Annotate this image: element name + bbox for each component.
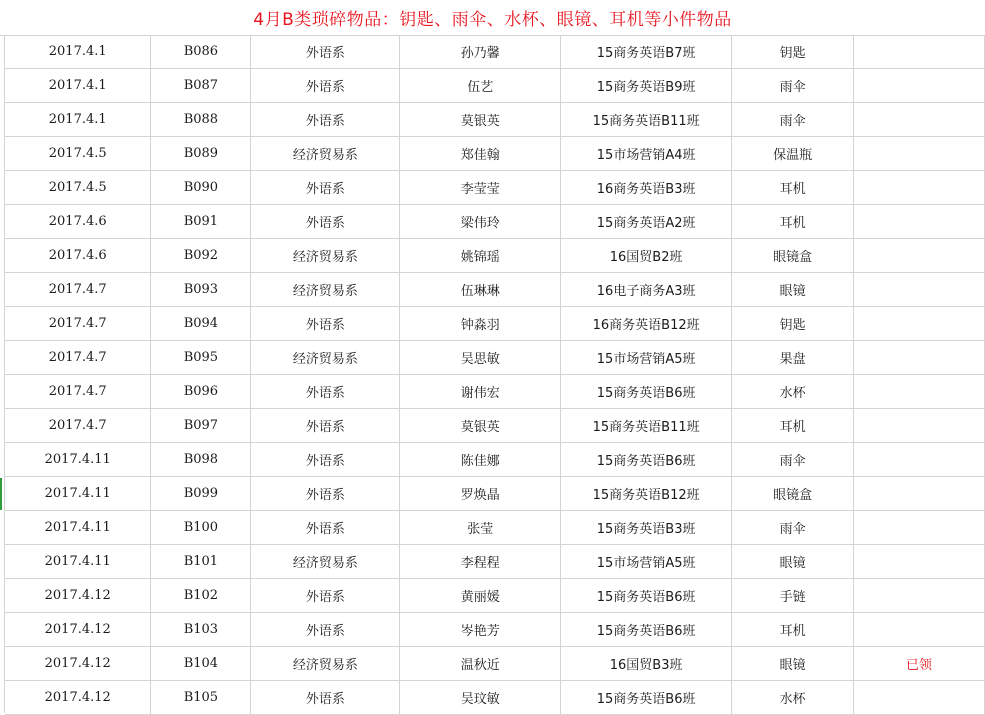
table-row[interactable]	[5, 409, 985, 443]
cell-name[interactable]: 罗焕晶	[400, 477, 561, 511]
cell-name[interactable]: 吴思敏	[400, 341, 561, 375]
table-row[interactable]	[5, 137, 985, 171]
cell-note[interactable]	[854, 477, 985, 511]
cell-class[interactable]: 15商务英语B3班	[561, 511, 732, 545]
cell-item[interactable]: 雨伞	[732, 511, 854, 545]
cell-name[interactable]: 黄丽媛	[400, 579, 561, 613]
cell-note[interactable]	[854, 681, 985, 715]
cell-note[interactable]	[854, 35, 985, 69]
cell-class[interactable]: 15市场营销A5班	[561, 545, 732, 579]
cell-department[interactable]: 外语系	[251, 477, 400, 511]
cell-note[interactable]	[854, 579, 985, 613]
cell-class[interactable]: 16商务英语B3班	[561, 171, 732, 205]
cell-department[interactable]: 外语系	[251, 681, 400, 715]
cell-date[interactable]: 2017.4.11	[5, 477, 151, 511]
cell-note[interactable]	[854, 307, 985, 341]
cell-item[interactable]: 眼镜	[732, 647, 854, 681]
cell-item[interactable]: 钥匙	[732, 307, 854, 341]
cell-date[interactable]: 2017.4.7	[5, 273, 151, 307]
cell-note[interactable]	[854, 511, 985, 545]
cell-class[interactable]: 15商务英语B11班	[561, 409, 732, 443]
cell-name[interactable]: 李莹莹	[400, 171, 561, 205]
cell-item[interactable]: 眼镜	[732, 545, 854, 579]
cell-note[interactable]	[854, 239, 985, 273]
cell-date[interactable]: 2017.4.12	[5, 681, 151, 715]
cell-note[interactable]	[854, 273, 985, 307]
cell-note[interactable]	[854, 137, 985, 171]
cell-code[interactable]: B096	[151, 375, 251, 409]
cell-name[interactable]: 伍艺	[400, 69, 561, 103]
cell-code[interactable]: B103	[151, 613, 251, 647]
cell-class[interactable]: 16电子商务A3班	[561, 273, 732, 307]
cell-code[interactable]: B099	[151, 477, 251, 511]
sheet-title: 4月B类琐碎物品：钥匙、雨伞、水杯、眼镜、耳机等小件物品	[253, 10, 732, 30]
cell-class[interactable]: 15商务英语B6班	[561, 375, 732, 409]
cell-class[interactable]: 15商务英语B7班	[561, 35, 732, 69]
cell-note[interactable]	[854, 545, 985, 579]
cell-name[interactable]: 李程程	[400, 545, 561, 579]
table-row[interactable]	[5, 545, 985, 579]
cell-department[interactable]: 外语系	[251, 69, 400, 103]
cell-class[interactable]: 15商务英语B9班	[561, 69, 732, 103]
table-row[interactable]	[5, 443, 985, 477]
cell-code[interactable]: B102	[151, 579, 251, 613]
cell-note[interactable]	[854, 69, 985, 103]
table-body	[5, 35, 985, 715]
cell-item[interactable]: 雨伞	[732, 103, 854, 137]
cell-date[interactable]: 2017.4.6	[5, 205, 151, 239]
cell-department[interactable]: 经济贸易系	[251, 341, 400, 375]
cell-class[interactable]: 16国贸B3班	[561, 647, 732, 681]
table-row[interactable]	[5, 579, 985, 613]
cell-class[interactable]: 15商务英语B11班	[561, 103, 732, 137]
cell-department[interactable]: 外语系	[251, 205, 400, 239]
cell-name[interactable]: 莫银英	[400, 103, 561, 137]
cell-class[interactable]: 15商务英语A2班	[561, 205, 732, 239]
cell-name[interactable]: 吴玟敏	[400, 681, 561, 715]
cell-name[interactable]: 钟淼羽	[400, 307, 561, 341]
table-row[interactable]	[5, 511, 985, 545]
table-row[interactable]	[5, 35, 985, 69]
table-row[interactable]	[5, 375, 985, 409]
cell-department[interactable]: 外语系	[251, 613, 400, 647]
cell-note[interactable]	[854, 341, 985, 375]
cell-code[interactable]: B094	[151, 307, 251, 341]
table-row[interactable]	[5, 613, 985, 647]
cell-note[interactable]	[854, 171, 985, 205]
cell-name[interactable]: 姚锦瑶	[400, 239, 561, 273]
cell-code[interactable]: B087	[151, 69, 251, 103]
cell-name[interactable]: 伍琳琳	[400, 273, 561, 307]
cell-code[interactable]: B095	[151, 341, 251, 375]
cell-date[interactable]: 2017.4.11	[5, 545, 151, 579]
cell-item[interactable]: 雨伞	[732, 443, 854, 477]
cell-date[interactable]: 2017.4.11	[5, 511, 151, 545]
table-row[interactable]	[5, 647, 985, 681]
cell-code[interactable]: B086	[151, 35, 251, 69]
cell-department[interactable]: 经济贸易系	[251, 273, 400, 307]
cell-department[interactable]: 外语系	[251, 511, 400, 545]
cell-note[interactable]	[854, 409, 985, 443]
cell-code[interactable]: B100	[151, 511, 251, 545]
cell-name[interactable]: 郑佳翰	[400, 137, 561, 171]
cell-item[interactable]: 雨伞	[732, 69, 854, 103]
cell-item[interactable]: 保温瓶	[732, 137, 854, 171]
cell-date[interactable]: 2017.4.11	[5, 443, 151, 477]
cell-name[interactable]: 梁伟玲	[400, 205, 561, 239]
cell-note[interactable]	[854, 613, 985, 647]
cell-code[interactable]: B093	[151, 273, 251, 307]
cell-date[interactable]: 2017.4.5	[5, 171, 151, 205]
title-row[interactable]	[0, 0, 985, 36]
cell-note[interactable]: 已领	[854, 647, 985, 681]
cell-name[interactable]: 莫银英	[400, 409, 561, 443]
table-row[interactable]	[5, 307, 985, 341]
cell-item[interactable]: 耳机	[732, 205, 854, 239]
cell-department[interactable]: 外语系	[251, 579, 400, 613]
cell-name[interactable]: 岑艳芳	[400, 613, 561, 647]
cell-department[interactable]: 外语系	[251, 443, 400, 477]
cell-class[interactable]: 15商务英语B6班	[561, 579, 732, 613]
cell-item[interactable]: 耳机	[732, 409, 854, 443]
cell-date[interactable]: 2017.4.1	[5, 103, 151, 137]
cell-item[interactable]: 钥匙	[732, 35, 854, 69]
cell-date[interactable]: 2017.4.7	[5, 375, 151, 409]
cell-note[interactable]	[854, 375, 985, 409]
cell-department[interactable]: 外语系	[251, 307, 400, 341]
cell-class[interactable]: 15商务英语B12班	[561, 477, 732, 511]
cell-date[interactable]: 2017.4.1	[5, 35, 151, 69]
cell-item[interactable]: 手链	[732, 579, 854, 613]
cell-date[interactable]: 2017.4.12	[5, 613, 151, 647]
cell-item[interactable]: 水杯	[732, 375, 854, 409]
table-row[interactable]	[5, 239, 985, 273]
table-row[interactable]	[5, 273, 985, 307]
table-row[interactable]	[5, 341, 985, 375]
cell-item[interactable]: 水杯	[732, 681, 854, 715]
cell-class[interactable]: 16商务英语B12班	[561, 307, 732, 341]
cell-department[interactable]: 经济贸易系	[251, 239, 400, 273]
cell-code[interactable]: B105	[151, 681, 251, 715]
cell-code[interactable]: B091	[151, 205, 251, 239]
cell-class[interactable]: 16国贸B2班	[561, 239, 732, 273]
cell-department[interactable]: 外语系	[251, 171, 400, 205]
cell-code[interactable]: B089	[151, 137, 251, 171]
table-row[interactable]	[5, 681, 985, 715]
table-row[interactable]	[5, 103, 985, 137]
cell-department[interactable]: 经济贸易系	[251, 545, 400, 579]
cell-note[interactable]	[854, 205, 985, 239]
cell-department[interactable]: 经济贸易系	[251, 647, 400, 681]
cell-name[interactable]: 孙乃馨	[400, 35, 561, 69]
table-row[interactable]	[5, 69, 985, 103]
cell-class[interactable]: 15市场营销A4班	[561, 137, 732, 171]
cell-name[interactable]: 张莹	[400, 511, 561, 545]
cell-class[interactable]: 15商务英语B6班	[561, 443, 732, 477]
cell-code[interactable]: B101	[151, 545, 251, 579]
cell-item[interactable]: 眼镜	[732, 273, 854, 307]
cell-code[interactable]: B097	[151, 409, 251, 443]
cell-name[interactable]: 谢伟宏	[400, 375, 561, 409]
cell-item[interactable]: 耳机	[732, 613, 854, 647]
cell-class[interactable]: 15商务英语B6班	[561, 613, 732, 647]
cell-date[interactable]: 2017.4.5	[5, 137, 151, 171]
cell-department[interactable]: 外语系	[251, 409, 400, 443]
cell-note[interactable]	[854, 103, 985, 137]
cell-date[interactable]: 2017.4.12	[5, 647, 151, 681]
table-row[interactable]	[5, 205, 985, 239]
table-row[interactable]	[5, 171, 985, 205]
cell-item[interactable]: 耳机	[732, 171, 854, 205]
active-row-marker	[0, 478, 2, 510]
cell-name[interactable]: 温秋近	[400, 647, 561, 681]
cell-item[interactable]: 眼镜盒	[732, 477, 854, 511]
cell-name[interactable]: 陈佳娜	[400, 443, 561, 477]
cell-department[interactable]: 外语系	[251, 35, 400, 69]
cell-date[interactable]: 2017.4.1	[5, 69, 151, 103]
cell-department[interactable]: 外语系	[251, 375, 400, 409]
cell-date[interactable]: 2017.4.6	[5, 239, 151, 273]
cell-item[interactable]: 果盘	[732, 341, 854, 375]
cell-date[interactable]: 2017.4.7	[5, 307, 151, 341]
cell-class[interactable]: 15商务英语B6班	[561, 681, 732, 715]
cell-date[interactable]: 2017.4.12	[5, 579, 151, 613]
cell-code[interactable]: B092	[151, 239, 251, 273]
cell-department[interactable]: 经济贸易系	[251, 137, 400, 171]
lost-items-table	[5, 35, 985, 715]
cell-code[interactable]: B098	[151, 443, 251, 477]
cell-code[interactable]: B090	[151, 171, 251, 205]
cell-code[interactable]: B088	[151, 103, 251, 137]
cell-class[interactable]: 15市场营销A5班	[561, 341, 732, 375]
cell-item[interactable]: 眼镜盒	[732, 239, 854, 273]
cell-department[interactable]: 外语系	[251, 103, 400, 137]
cell-date[interactable]: 2017.4.7	[5, 409, 151, 443]
cell-note[interactable]	[854, 443, 985, 477]
table-row[interactable]	[5, 477, 985, 511]
cell-code[interactable]: B104	[151, 647, 251, 681]
cell-date[interactable]: 2017.4.7	[5, 341, 151, 375]
